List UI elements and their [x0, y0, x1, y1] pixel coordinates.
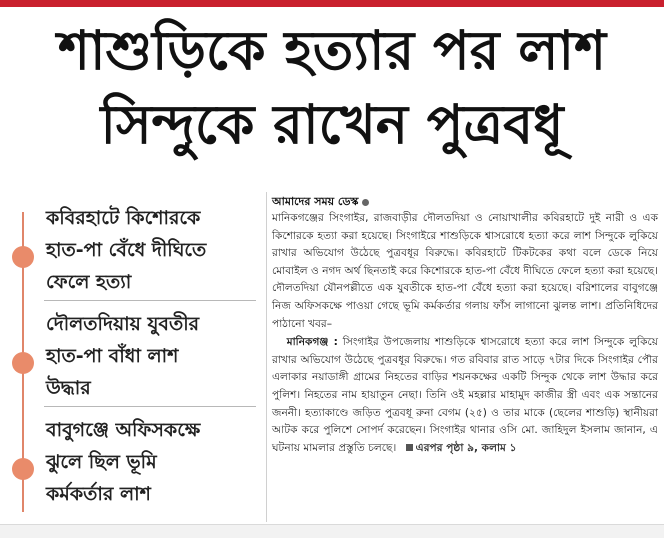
sidebar-item-text — [46, 308, 258, 404]
headline — [0, 14, 664, 162]
square-marker-icon — [406, 444, 413, 451]
sidebar-line: হাত-পা বাঁধা লাশ — [46, 345, 179, 367]
sidebar-line: ঝুলে ছিল ভূমি — [46, 451, 157, 473]
sidebar-item-text — [46, 414, 258, 510]
sidebar-line: দৌলতদিয়ায় যুবতীর — [46, 313, 200, 335]
manikganj-paragraph — [272, 334, 658, 457]
headline-line-1: শাশুড়িকে হত্যার পর লাশ — [57, 19, 607, 82]
continued-jump[interactable] — [406, 442, 517, 454]
dateline: মানিকগঞ্জ : — [286, 336, 338, 349]
intro-paragraph: মানিকগঞ্জের সিংগাইর, রাজবাড়ীর দৌলতদিয়া ও নোয়াখালীর কবিরহাটে দুই নারী ও এক কিশোরকে হত্যা করা হয়েছে। সিংগাইরে শাশুড়িকে শ্বাসরোধে হত্যা করে লাশ সিন্দুকে লুকিয়ে রাখার অভিযোগ উঠেছে পুত্রবধূর বিরুদ্ধে। কবিরহাটে টিকটকের কথা বলে ডেকে নিয়ে মোবাইল ও নগদ অর্থ ছিনতাই করে কিশোরকে হাত-পা বেঁধে দীঘিতে ফেলে হত্যা করা হয়েছে। দৌলতদিয়া যৌনপল্লীতে এক যুবতীকে হাত-পা বেঁধে হত্যা করা হয়েছে। বরিশালের বাবুগঞ্জে নিজ অফিসকক্ষে পাওয়া গেছে ভূমি কর্মকর্তার গলায় ফাঁস লাগানো ঝুলন্ত লাশ। প্রতিনিধিদের পাঠানো খবর– — [272, 212, 658, 330]
sidebar-line: কবিরহাটে কিশোরকে — [46, 207, 201, 229]
continued-label: এরপর পৃষ্ঠা ৯, কলাম ১ — [415, 441, 517, 454]
sidebar-line: কর্মকর্তার লাশ — [46, 483, 151, 505]
sidebar-line: ফেলে হত্যা — [46, 271, 132, 293]
headline-line-2: সিন্দুকে রাখেন পুত্রবধূ — [100, 93, 564, 156]
bullet-dot-icon — [12, 352, 34, 374]
top-color-rule — [0, 0, 664, 7]
bullet-dot-icon — [12, 458, 34, 480]
bottom-page-strip — [0, 524, 664, 538]
sidebar-separator — [44, 300, 256, 301]
byline — [272, 194, 658, 210]
desk-label: আমাদের সময় ডেস্ক — [272, 195, 359, 208]
sidebar-line: উদ্ধার — [46, 377, 91, 399]
column-divider — [266, 192, 267, 522]
sidebar-separator — [44, 406, 256, 407]
article-body — [272, 194, 658, 457]
sidebar-line: বাবুগঞ্জে অফিসকক্ষে — [46, 419, 201, 441]
bullet-dot-icon — [12, 246, 34, 268]
manikganj-text: সিংগাইর উপজেলায় শাশুড়িকে শ্বাসরোধে হত্যা করে লাশ সিন্দুকে লুকিয়ে রাখার অভিযোগ উঠেছে পুত্রবধূর বিরুদ্ধে। গত রবিবার রাত সাড়ে ৭টার দিকে সিংগাইর পৌর এলাকার নয়াডাঙ্গী গ্রামের নিহতের বাড়ির শয়নকক্ষের একটি সিন্দুক থেকে লাশ উদ্ধার করে পুলিশ। নিহতের নাম হায়াতুন নেছা। তিনি ওই মহল্লার মাহামুদ কাজীর স্ত্রী এবং এক সন্তানের জননী। হত্যাকাণ্ডে জড়িত পুত্রবধূ রুনা বেগম (২৫) ও তার মাকে (ছেলের শাশুড়ি) স্থানীয়রা আটক করে পুলিশে সোপর্দ করেছেন। সিংগাইর থানার ওসি মো. জাহিদুল ইসলাম জানান, এ ঘটনায় মামলার প্রস্তুতি চলছে। — [272, 336, 658, 454]
sidebar-item-text — [46, 202, 258, 298]
sidebar-line: হাত-পা বেঁধে দীঘিতে — [46, 239, 207, 261]
byline-dot-icon — [362, 199, 369, 206]
related-news-sidebar — [0, 196, 262, 518]
